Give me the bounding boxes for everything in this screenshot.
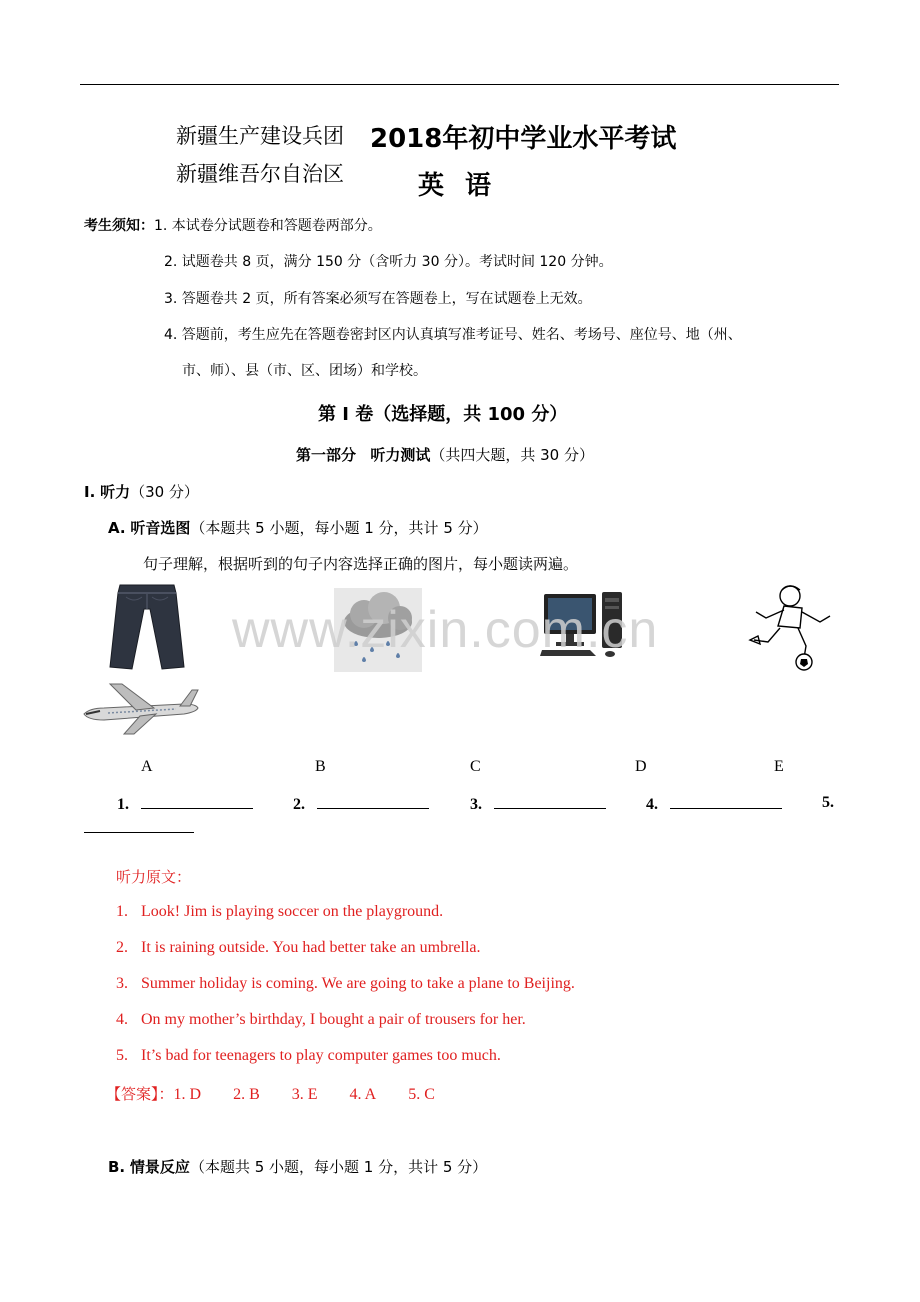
section-one-label: I. (84, 483, 96, 501)
section-one-heading (84, 481, 199, 502)
answer-blank-3[interactable] (470, 794, 606, 814)
airplane-picture (80, 680, 202, 736)
answer-blank-4[interactable] (646, 794, 782, 814)
part-one-title: 第一部分 (296, 446, 357, 464)
notice-item-4: 4. 答题前，考生应先在答题卷密封区内认真填写准考证号、姓名、考场号、座位号、地（州、 (164, 327, 742, 343)
sub-b-heading (108, 1156, 487, 1177)
transcript-title: 听力原文： (116, 868, 192, 886)
transcript-text-4: On my mother’s birthday, I bought a pair of trousers for her. (141, 1011, 526, 1028)
answer-key-label: 【答案】： (106, 1085, 174, 1103)
transcript-num-2: 2. (116, 939, 128, 956)
transcript-num-4: 4. (116, 1011, 128, 1028)
answer-blank-3-label: 3. (470, 796, 482, 813)
answer-blank-5-line[interactable] (84, 832, 194, 833)
transcript-num-5: 5. (116, 1047, 128, 1064)
transcript-text-2: It is raining outside. You had better take an umbrella. (141, 939, 481, 956)
section-one-score: （30 分） (130, 483, 199, 501)
answer-blank-2-label: 2. (293, 796, 305, 813)
notice-item-5: 市、师）、县（市、区、团场）和学校。 (182, 363, 427, 379)
sub-a-label: A. (108, 519, 126, 537)
transcript-line-1 (116, 903, 443, 921)
region-line-2: 新疆维吾尔自治区 (176, 162, 344, 186)
picture-letter-c: C (470, 758, 481, 775)
part-one-name: 听力测试 (370, 446, 431, 464)
sub-a-detail: （本题共 5 小题，每小题 1 分，共计 5 分） (190, 519, 488, 537)
subject-title: 英 语 (418, 171, 498, 201)
trousers-picture (104, 583, 188, 671)
part-one-detail: （共四大题，共 30 分） (430, 446, 594, 464)
watermark: www.zixin.com.cn (232, 601, 659, 659)
notice-item-1: 1. 本试卷分试题卷和答题卷两部分。 (154, 218, 382, 234)
notice-label: 考生须知： (84, 218, 154, 234)
answer-blank-2[interactable] (293, 794, 429, 814)
answer-blank-1-line[interactable] (141, 794, 253, 809)
picture-letter-a: A (141, 758, 153, 775)
answer-key-5: 5. C (408, 1086, 435, 1103)
exam-title: 2018年初中学业水平考试 (370, 124, 677, 154)
sub-b-title: 情景反应 (129, 1158, 190, 1176)
transcript-line-5 (116, 1047, 501, 1065)
notice-item-1-row (84, 215, 382, 235)
answer-blank-1[interactable] (117, 794, 253, 814)
transcript-line-3 (116, 975, 575, 993)
answer-blank-2-line[interactable] (317, 794, 429, 809)
part-one-heading (296, 444, 594, 465)
picture-letter-e: E (774, 758, 784, 775)
sub-b-detail: （本题共 5 小题，每小题 1 分，共计 5 分） (189, 1158, 488, 1176)
transcript-num-1: 1. (116, 903, 128, 920)
picture-letter-d: D (635, 758, 647, 775)
sub-a-instruction: 句子理解，根据听到的句子内容选择正确的图片，每小题读两遍。 (143, 555, 579, 573)
answer-key-3: 3. E (291, 1086, 318, 1103)
answer-blank-3-line[interactable] (494, 794, 606, 809)
transcript-text-5: It’s bad for teenagers to play computer games too much. (141, 1047, 501, 1064)
answer-blank-4-label: 4. (646, 796, 658, 813)
region-line-1: 新疆生产建设兵团 (176, 124, 344, 148)
header-rule (80, 84, 839, 85)
notice-item-3: 3. 答题卷共 2 页，所有答案必须写在答题卷上，写在试题卷上无效。 (164, 291, 592, 307)
answer-key-1: 1. D (173, 1086, 202, 1103)
transcript-line-2 (116, 939, 480, 957)
sub-a-heading (108, 517, 488, 538)
answer-blank-4-line[interactable] (670, 794, 782, 809)
sub-b-label: B. (108, 1158, 126, 1176)
picture-letter-b: B (315, 758, 326, 775)
boy-playing-soccer-picture (748, 582, 840, 672)
transcript-line-4 (116, 1011, 526, 1029)
transcript-num-3: 3. (116, 975, 128, 992)
answer-blank-5-label: 5. (822, 794, 834, 811)
answer-key-2: 2. B (233, 1086, 260, 1103)
volume-title: 第 Ⅰ 卷（选择题，共 100 分） (318, 404, 568, 425)
answer-key-row (106, 1083, 435, 1104)
section-one-title: 听力 (100, 483, 131, 501)
answer-key-4: 4. A (349, 1086, 377, 1103)
answer-blank-1-label: 1. (117, 796, 129, 813)
notice-item-2: 2. 试题卷共 8 页，满分 150 分（含听力 30 分）。考试时间 120 分钟。 (164, 254, 613, 270)
transcript-text-3: Summer holiday is coming. We are going to take a plane to Beijing. (141, 975, 575, 992)
transcript-text-1: Look! Jim is playing soccer on the playground. (141, 903, 444, 920)
sub-a-title: 听音选图 (130, 519, 191, 537)
